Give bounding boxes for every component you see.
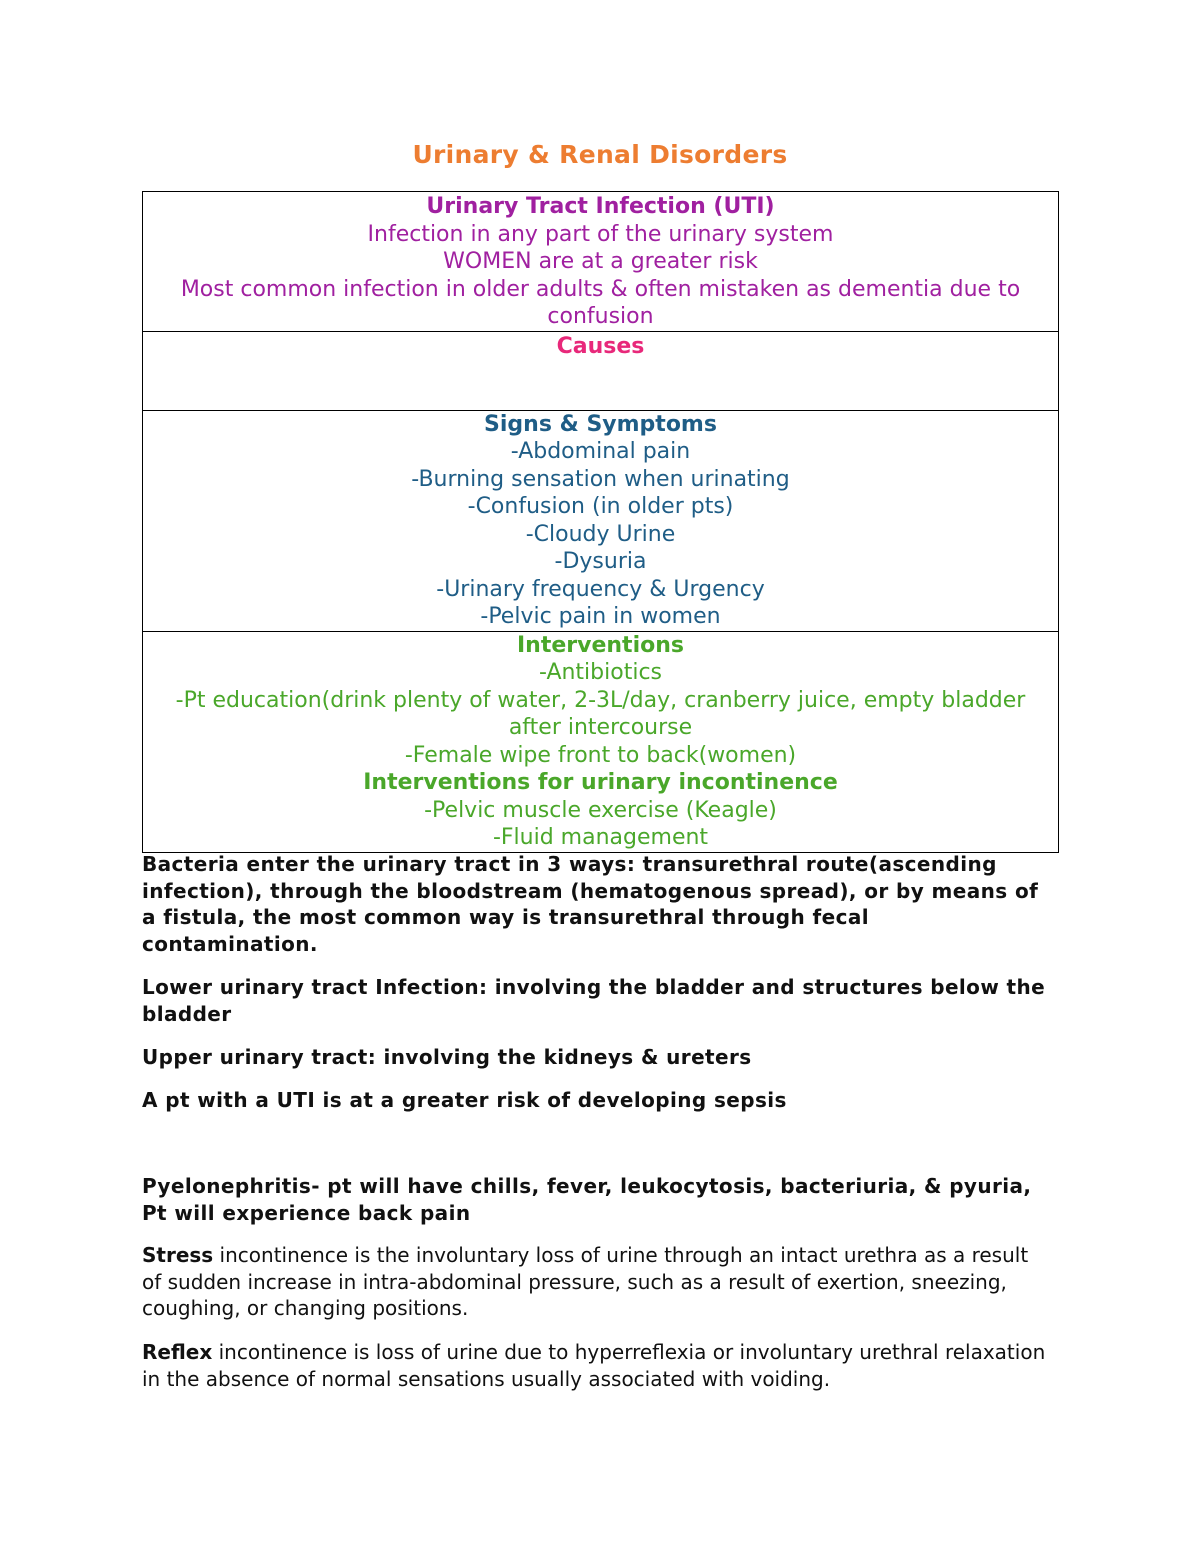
table-row-signs: [143, 410, 1059, 631]
signs-cell: [143, 410, 1059, 631]
symptom-item: -Confusion (in older pts): [467, 494, 734, 519]
intervention-item: -Pt education(drink plenty of water, 2-3L/day, cranberry juice, empty bladder after intercourse: [175, 687, 1026, 740]
causes-heading: Causes: [556, 333, 645, 359]
symptom-item: -Urinary frequency & Urgency: [436, 576, 765, 602]
symptom-item: -Dysuria: [554, 549, 647, 574]
signs-heading: Signs & Symptoms: [484, 411, 717, 437]
table-row-interventions: [143, 631, 1059, 852]
overview-line: Most common infection in older adults & often mistaken as dementia due to confusion: [180, 276, 1021, 329]
intervention-item: -Female wipe front to back(women): [404, 742, 797, 768]
pyelonephritis-paragraph: Pyelonephritis- pt will have chills, fever, leukocytosis, bacteriuria, & pyuria, Pt will experience back pain: [142, 1174, 1032, 1225]
symptom-item: -Pelvic pain in women: [480, 604, 721, 629]
incontinence-item: -Pelvic muscle exercise (Keagle): [424, 797, 777, 823]
reflex-definition: incontinence is loss of urine due to hyperreflexia or involuntary urethral relaxation in the absence of normal sensations usually associated with voiding.: [142, 1340, 1046, 1391]
upper-uti-paragraph: Upper urinary tract: involving the kidneys & ureters: [142, 1045, 752, 1069]
sepsis-paragraph: A pt with a UTI is at a greater risk of developing sepsis: [142, 1088, 787, 1112]
symptom-item: -Cloudy Urine: [525, 521, 676, 547]
table-row-overview: [143, 192, 1059, 332]
uti-table: [142, 191, 1059, 853]
interventions-cell: [143, 631, 1059, 852]
incontinence-item: -Fluid management: [492, 825, 709, 850]
overview-line: Infection in any part of the urinary system: [367, 221, 834, 247]
lower-uti-paragraph: Lower urinary tract Infection: involving the bladder and structures below the bladder: [142, 975, 1046, 1026]
interventions-heading: Interventions: [517, 632, 684, 658]
overview-cell: [143, 192, 1059, 332]
reflex-incontinence-paragraph: [142, 1339, 1052, 1392]
table-row-causes: [143, 331, 1059, 410]
reflex-term: Reflex: [142, 1340, 213, 1364]
incontinence-heading: Interventions for urinary incontinence: [363, 770, 838, 795]
overview-line: WOMEN are at a greater risk: [443, 249, 758, 274]
symptom-item: -Abdominal pain: [510, 439, 691, 464]
document-title: Urinary & Renal Disorders: [412, 140, 788, 169]
stress-incontinence-paragraph: [142, 1242, 1052, 1322]
uti-heading: Urinary Tract Infection (UTI): [426, 194, 775, 219]
stress-term: Stress: [142, 1243, 214, 1267]
intervention-item: -Antibiotics: [538, 660, 663, 685]
bacteria-paragraph: Bacteria enter the urinary tract in 3 ways: transurethral route(ascending infection), through the bloodstream (hematogenous spread), or by means of a fistula, the most common way is transurethral through fecal contamination.: [142, 852, 1039, 956]
stress-definition: incontinence is the involuntary loss of urine through an intact urethra as a result of sudden increase in intra-abdominal pressure, such as a result of exertion, sneezing, coughing, or changing positions.: [142, 1243, 1029, 1320]
symptom-item: -Burning sensation when urinating: [411, 466, 790, 492]
causes-cell: [143, 331, 1059, 410]
